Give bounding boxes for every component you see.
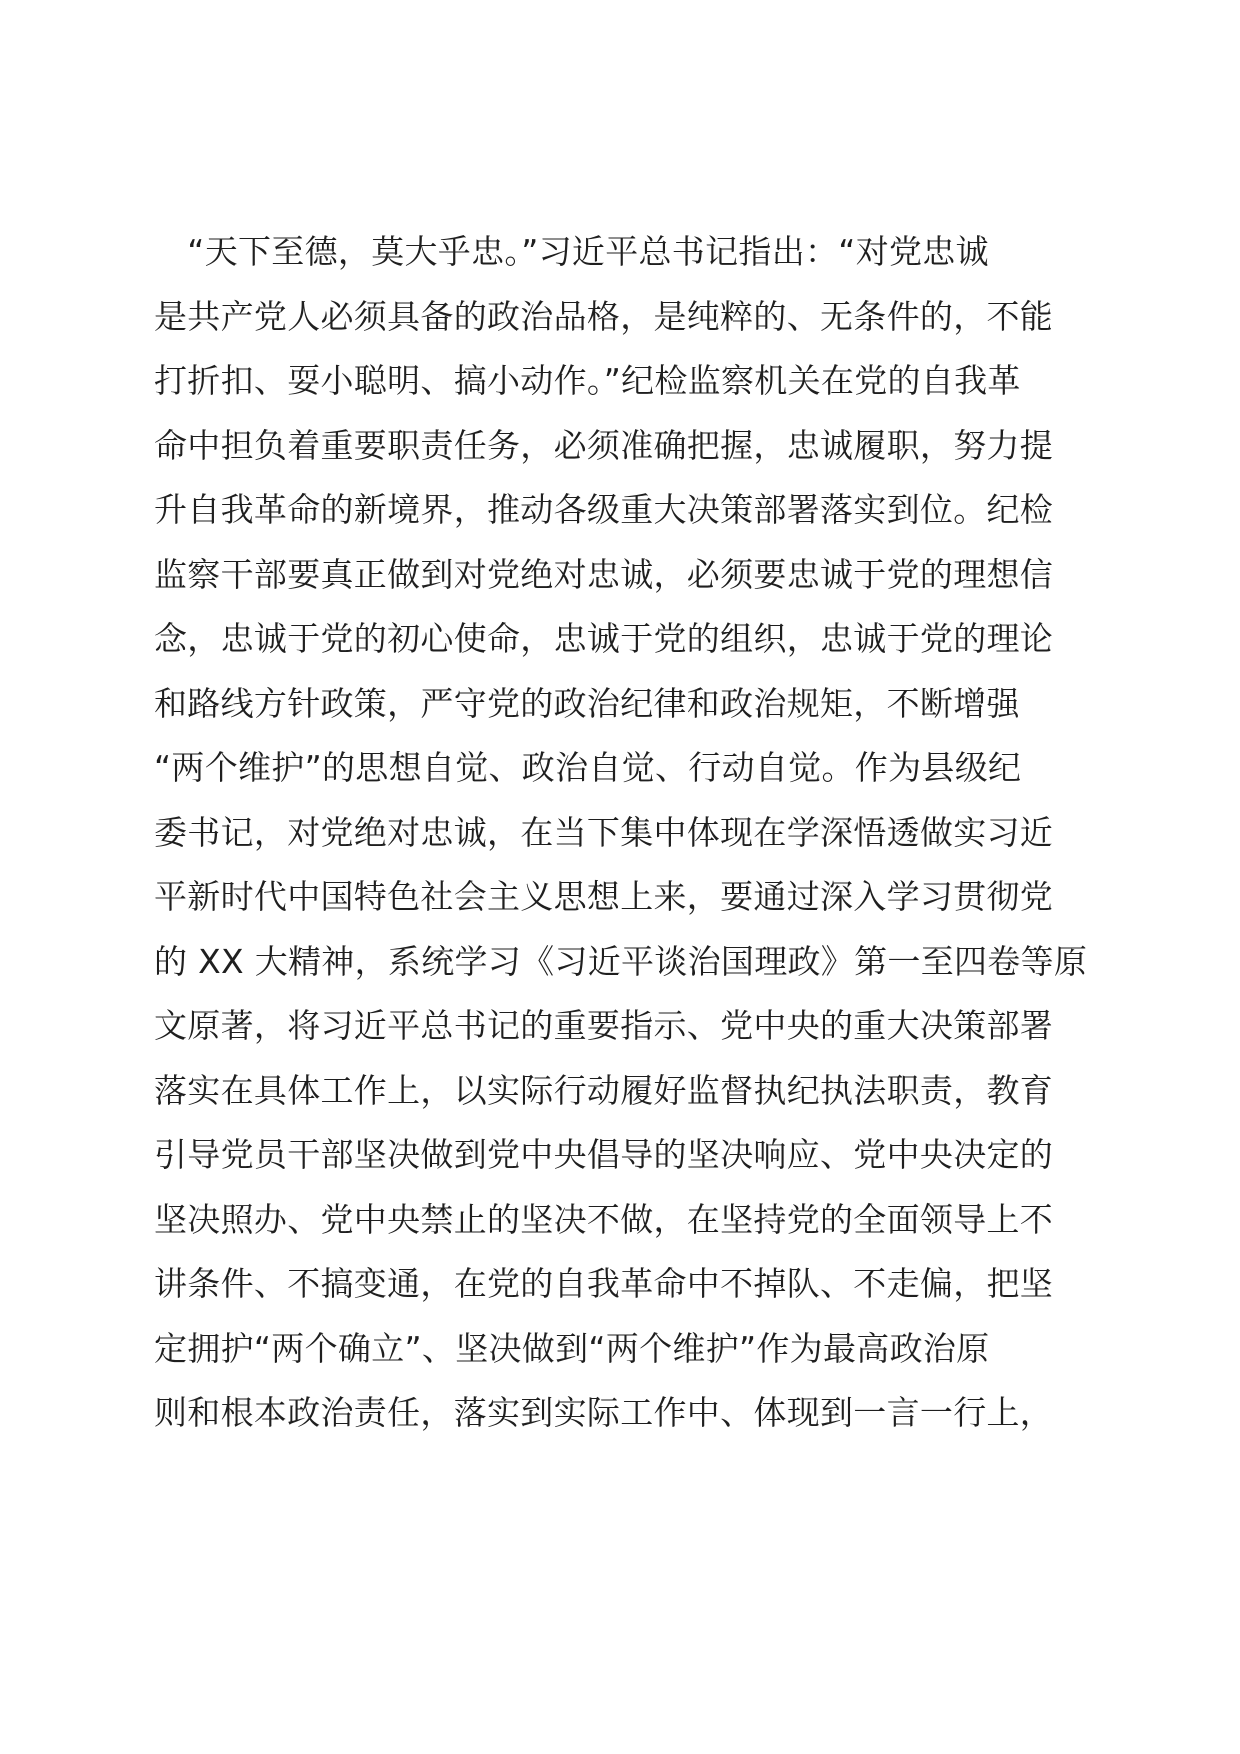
paragraph-line: 引导党员干部坚决做到党中央倡导的坚决响应、党中央决定的: [154, 1135, 1054, 1174]
paragraph-line: 坚决照办、党中央禁止的坚决不做，在坚持党的全面领导上不: [154, 1199, 1054, 1239]
paragraph-line: 讲条件、不搞变通，在党的自我革命中不掉队、不走偏，把坚: [154, 1264, 1054, 1303]
paragraph-line: 打折扣、耍小聪明、搞小动作。”纪检监察机关在党的自我革: [154, 361, 1021, 400]
paragraph-line: “天下至德，莫大乎忠。”习近平总书记指出：“对党忠诚: [154, 232, 989, 271]
paragraph-line: “两个维护”的思想自觉、政治自觉、行动自觉。作为县级纪: [154, 748, 1022, 787]
paragraph-line: 落实在具体工作上，以实际行动履好监督执纪执法职责，教育: [154, 1070, 1054, 1110]
paragraph-line: 是共产党人必须具备的政治品格，是纯粹的、无条件的，不能: [154, 296, 1054, 336]
paragraph-line: 委书记，对党绝对忠诚，在当下集中体现在学深悟透做实习近: [154, 812, 1054, 852]
paragraph-line: 平新时代中国特色社会主义思想上来，要通过深入学习贯彻党: [154, 877, 1054, 916]
paragraph-line: 文原著，将习近平总书记的重要指示、党中央的重大决策部署: [154, 1006, 1054, 1045]
body-paragraph: [154, 220, 1094, 1446]
paragraph-line: 定拥护“两个确立”、坚决做到“两个维护”作为最高政治原: [154, 1328, 990, 1368]
paragraph-line: 和路线方针政策，严守党的政治纪律和政治规矩，不断增强: [154, 683, 1020, 723]
paragraph-line: 监察干部要真正做到对党绝对忠诚，必须要忠诚于党的理想信: [154, 554, 1054, 594]
paragraph-line: 则和根本政治责任，落实到实际工作中、体现到一言一行上，: [154, 1393, 1054, 1432]
paragraph-line: 命中担负着重要职责任务，必须准确把握，忠诚履职，努力提: [154, 425, 1054, 465]
paragraph-line: 念，忠诚于党的初心使命，忠诚于党的组织，忠诚于党的理论: [154, 619, 1054, 658]
paragraph-line: 升自我革命的新境界，推动各级重大决策部署落实到位。纪检: [154, 490, 1054, 529]
paragraph-line: 的 XX 大精神，系统学习《习近平谈治国理政》第一至四卷等原: [154, 941, 1088, 981]
